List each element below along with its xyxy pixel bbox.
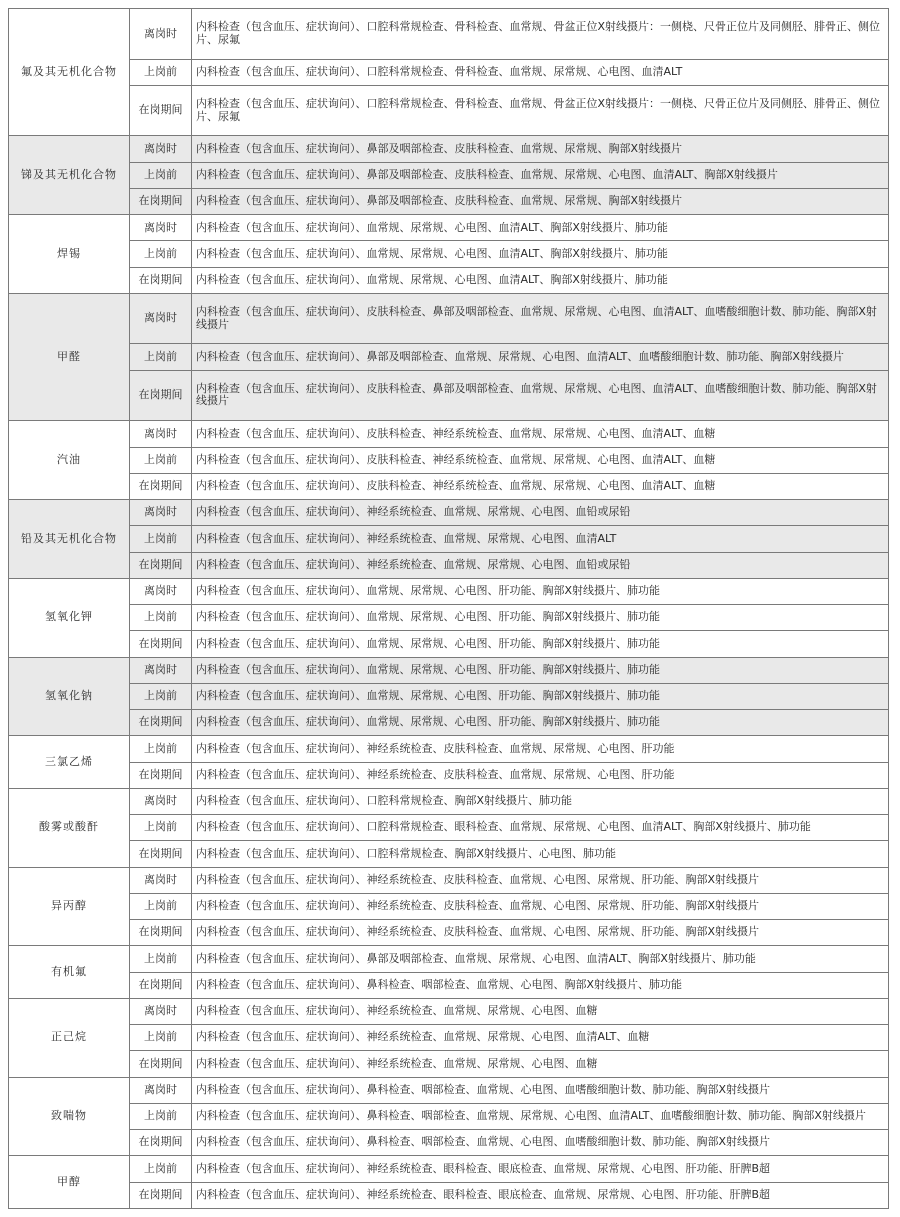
- exam-period-cell: 在岗期间: [130, 631, 192, 657]
- table-row: [9, 578, 889, 604]
- exam-period-cell: 在岗期间: [130, 762, 192, 788]
- exam-items-cell: 内科检查（包含血压、症状询问）、口腔科常规检查、眼科检查、血常规、尿常规、心电图、血清ALT、胸部X射线摄片、肺功能: [192, 815, 889, 841]
- table-row: [9, 867, 889, 893]
- exam-period-cell: 上岗前: [130, 344, 192, 370]
- table-row: [9, 85, 889, 136]
- hazard-agent-cell: 异丙醇: [9, 867, 130, 946]
- exam-period-cell: 离岗时: [130, 998, 192, 1024]
- table-row: [9, 370, 889, 421]
- exam-period-cell: 上岗前: [130, 241, 192, 267]
- table-row: [9, 1182, 889, 1209]
- exam-period-cell: 上岗前: [130, 736, 192, 762]
- exam-items-cell: 内科检查（包含血压、症状询问）、神经系统检查、血常规、尿常规、心电图、血铅或尿铅: [192, 500, 889, 526]
- exam-period-cell: 在岗期间: [130, 1051, 192, 1077]
- exam-period-cell: 离岗时: [130, 1077, 192, 1103]
- exam-period-cell: 在岗期间: [130, 552, 192, 578]
- table-row: [9, 631, 889, 657]
- exam-items-cell: 内科检查（包含血压、症状询问）、血常规、尿常规、心电图、肝功能、胸部X射线摄片、肺功能: [192, 710, 889, 736]
- table-row: [9, 1077, 889, 1103]
- exam-period-cell: 上岗前: [130, 1103, 192, 1129]
- exam-period-cell: 离岗时: [130, 136, 192, 162]
- exam-period-cell: 离岗时: [130, 500, 192, 526]
- table-row: [9, 736, 889, 762]
- table-row: [9, 500, 889, 526]
- exam-items-cell: 内科检查（包含血压、症状询问）、皮肤科检查、鼻部及咽部检查、血常规、尿常规、心电图、血清ALT、血嗜酸细胞计数、肺功能、胸部X射线摄片: [192, 370, 889, 421]
- table-row: [9, 293, 889, 344]
- table-row: [9, 893, 889, 919]
- hazard-agent-cell: 铅及其无机化合物: [9, 500, 130, 579]
- table-row: [9, 59, 889, 85]
- exam-items-cell: 内科检查（包含血压、症状询问）、神经系统检查、血常规、尿常规、心电图、血铅或尿铅: [192, 552, 889, 578]
- hazard-agent-cell: 焊锡: [9, 215, 130, 294]
- exam-period-cell: 上岗前: [130, 526, 192, 552]
- hazard-agent-cell: 致喘物: [9, 1077, 130, 1156]
- table-row: [9, 136, 889, 162]
- exam-period-cell: 在岗期间: [130, 1182, 192, 1209]
- table-row: [9, 972, 889, 998]
- exam-items-cell: 内科检查（包含血压、症状询问）、神经系统检查、皮肤科检查、血常规、心电图、尿常规、肝功能、胸部X射线摄片: [192, 920, 889, 946]
- exam-period-cell: 在岗期间: [130, 267, 192, 293]
- table-row: [9, 215, 889, 241]
- table-row: [9, 162, 889, 188]
- table-row: [9, 946, 889, 972]
- hazard-agent-cell: 有机氟: [9, 946, 130, 999]
- exam-period-cell: 离岗时: [130, 215, 192, 241]
- exam-items-cell: 内科检查（包含血压、症状询问）、神经系统检查、血常规、尿常规、心电图、血糖: [192, 998, 889, 1024]
- table-row: [9, 683, 889, 709]
- exam-items-table-body: [9, 9, 889, 1209]
- exam-items-cell: 内科检查（包含血压、症状询问）、皮肤科检查、鼻部及咽部检查、血常规、尿常规、心电图、血清ALT、血嗜酸细胞计数、肺功能、胸部X射线摄片: [192, 293, 889, 344]
- hazard-agent-cell: 正己烷: [9, 998, 130, 1077]
- exam-items-cell: 内科检查（包含血压、症状询问）、口腔科常规检查、骨科检查、血常规、骨盆正位X射线摄片：一侧桡、尺骨正位片及同侧胫、腓骨正、侧位片、尿氟: [192, 9, 889, 60]
- exam-items-cell: 内科检查（包含血压、症状询问）、口腔科常规检查、骨科检查、血常规、尿常规、心电图、血清ALT: [192, 59, 889, 85]
- exam-items-cell: 内科检查（包含血压、症状询问）、鼻部及咽部检查、皮肤科检查、血常规、尿常规、胸部X射线摄片: [192, 136, 889, 162]
- hazard-agent-cell: 锑及其无机化合物: [9, 136, 130, 215]
- hazard-agent-cell: 酸雾或酸酐: [9, 788, 130, 867]
- table-row: [9, 9, 889, 60]
- table-row: [9, 447, 889, 473]
- table-row: [9, 605, 889, 631]
- table-row: [9, 188, 889, 214]
- exam-items-cell: 内科检查（包含血压、症状询问）、鼻部及咽部检查、血常规、尿常规、心电图、血清ALT、血嗜酸细胞计数、肺功能、胸部X射线摄片: [192, 344, 889, 370]
- table-row: [9, 1130, 889, 1156]
- hazard-agent-cell: 甲醛: [9, 293, 130, 420]
- exam-period-cell: 上岗前: [130, 59, 192, 85]
- exam-items-cell: 内科检查（包含血压、症状询问）、神经系统检查、眼科检查、眼底检查、血常规、尿常规、心电图、肝功能、肝脾B超: [192, 1156, 889, 1182]
- table-row: [9, 1103, 889, 1129]
- exam-period-cell: 离岗时: [130, 657, 192, 683]
- table-row: [9, 526, 889, 552]
- table-row: [9, 1025, 889, 1051]
- exam-period-cell: 上岗前: [130, 683, 192, 709]
- exam-items-cell: 内科检查（包含血压、症状询问）、口腔科常规检查、骨科检查、血常规、骨盆正位X射线摄片：一侧桡、尺骨正位片及同侧胫、腓骨正、侧位片、尿氟: [192, 85, 889, 136]
- exam-items-cell: 内科检查（包含血压、症状询问）、神经系统检查、血常规、尿常规、心电图、血清ALT、血糖: [192, 1025, 889, 1051]
- exam-period-cell: 上岗前: [130, 1156, 192, 1182]
- table-row: [9, 344, 889, 370]
- table-row: [9, 267, 889, 293]
- exam-items-cell: 内科检查（包含血压、症状询问）、鼻科检查、咽部检查、血常规、尿常规、心电图、血清ALT、血嗜酸细胞计数、肺功能、胸部X射线摄片: [192, 1103, 889, 1129]
- exam-period-cell: 离岗时: [130, 578, 192, 604]
- table-row: [9, 815, 889, 841]
- exam-items-cell: 内科检查（包含血压、症状询问）、血常规、尿常规、心电图、肝功能、胸部X射线摄片、肺功能: [192, 683, 889, 709]
- table-row: [9, 657, 889, 683]
- exam-period-cell: 离岗时: [130, 9, 192, 60]
- exam-items-cell: 内科检查（包含血压、症状询问）、皮肤科检查、神经系统检查、血常规、尿常规、心电图、血清ALT、血糖: [192, 473, 889, 499]
- exam-period-cell: 离岗时: [130, 788, 192, 814]
- exam-items-cell: 内科检查（包含血压、症状询问）、神经系统检查、血常规、尿常规、心电图、血清ALT: [192, 526, 889, 552]
- exam-period-cell: 在岗期间: [130, 473, 192, 499]
- table-row: [9, 920, 889, 946]
- exam-items-cell: 内科检查（包含血压、症状询问）、皮肤科检查、神经系统检查、血常规、尿常规、心电图、血清ALT、血糖: [192, 421, 889, 447]
- exam-items-cell: 内科检查（包含血压、症状询问）、鼻科检查、咽部检查、血常规、心电图、胸部X射线摄片、肺功能: [192, 972, 889, 998]
- exam-items-cell: 内科检查（包含血压、症状询问）、鼻科检查、咽部检查、血常规、心电图、血嗜酸细胞计数、肺功能、胸部X射线摄片: [192, 1077, 889, 1103]
- exam-period-cell: 上岗前: [130, 1025, 192, 1051]
- hazard-agent-cell: 氟及其无机化合物: [9, 9, 130, 136]
- hazard-agent-cell: 三氯乙烯: [9, 736, 130, 789]
- exam-period-cell: 在岗期间: [130, 841, 192, 867]
- hazard-agent-cell: 汽油: [9, 421, 130, 500]
- table-row: [9, 421, 889, 447]
- exam-items-cell: 内科检查（包含血压、症状询问）、血常规、尿常规、心电图、血清ALT、胸部X射线摄片、肺功能: [192, 241, 889, 267]
- table-row: [9, 473, 889, 499]
- table-row: [9, 241, 889, 267]
- exam-items-cell: 内科检查（包含血压、症状询问）、鼻科检查、咽部检查、血常规、心电图、血嗜酸细胞计数、肺功能、胸部X射线摄片: [192, 1130, 889, 1156]
- exam-period-cell: 上岗前: [130, 605, 192, 631]
- exam-items-cell: 内科检查（包含血压、症状询问）、血常规、尿常规、心电图、肝功能、胸部X射线摄片、肺功能: [192, 657, 889, 683]
- table-row: [9, 998, 889, 1024]
- table-row: [9, 710, 889, 736]
- table-row: [9, 788, 889, 814]
- exam-period-cell: 上岗前: [130, 162, 192, 188]
- exam-period-cell: 在岗期间: [130, 710, 192, 736]
- exam-items-cell: 内科检查（包含血压、症状询问）、口腔科常规检查、胸部X射线摄片、肺功能: [192, 788, 889, 814]
- table-row: [9, 552, 889, 578]
- table-row: [9, 1051, 889, 1077]
- exam-period-cell: 在岗期间: [130, 370, 192, 421]
- exam-items-cell: 内科检查（包含血压、症状询问）、血常规、尿常规、心电图、肝功能、胸部X射线摄片、肺功能: [192, 578, 889, 604]
- hazard-agent-cell: 氢氧化钾: [9, 578, 130, 657]
- exam-period-cell: 离岗时: [130, 867, 192, 893]
- exam-period-cell: 在岗期间: [130, 1130, 192, 1156]
- exam-period-cell: 在岗期间: [130, 188, 192, 214]
- exam-period-cell: 在岗期间: [130, 972, 192, 998]
- exam-items-cell: 内科检查（包含血压、症状询问）、皮肤科检查、神经系统检查、血常规、尿常规、心电图、血清ALT、血糖: [192, 447, 889, 473]
- exam-period-cell: 上岗前: [130, 815, 192, 841]
- exam-period-cell: 上岗前: [130, 946, 192, 972]
- exam-items-cell: 内科检查（包含血压、症状询问）、血常规、尿常规、心电图、血清ALT、胸部X射线摄片、肺功能: [192, 215, 889, 241]
- exam-items-cell: 内科检查（包含血压、症状询问）、神经系统检查、血常规、尿常规、心电图、血糖: [192, 1051, 889, 1077]
- exam-items-cell: 内科检查（包含血压、症状询问）、神经系统检查、眼科检查、眼底检查、血常规、尿常规、心电图、肝功能、肝脾B超: [192, 1182, 889, 1209]
- table-row: [9, 1156, 889, 1182]
- exam-period-cell: 上岗前: [130, 893, 192, 919]
- exam-items-cell: 内科检查（包含血压、症状询问）、鼻部及咽部检查、皮肤科检查、血常规、尿常规、心电图、血清ALT、胸部X射线摄片: [192, 162, 889, 188]
- hazard-agent-cell: 氢氧化钠: [9, 657, 130, 736]
- exam-items-table: [8, 8, 889, 1209]
- exam-items-cell: 内科检查（包含血压、症状询问）、鼻部及咽部检查、皮肤科检查、血常规、尿常规、胸部X射线摄片: [192, 188, 889, 214]
- exam-period-cell: 上岗前: [130, 447, 192, 473]
- exam-items-cell: 内科检查（包含血压、症状询问）、神经系统检查、皮肤科检查、血常规、心电图、尿常规、肝功能、胸部X射线摄片: [192, 893, 889, 919]
- exam-items-cell: 内科检查（包含血压、症状询问）、口腔科常规检查、胸部X射线摄片、心电图、肺功能: [192, 841, 889, 867]
- exam-items-cell: 内科检查（包含血压、症状询问）、血常规、尿常规、心电图、血清ALT、胸部X射线摄片、肺功能: [192, 267, 889, 293]
- exam-items-cell: 内科检查（包含血压、症状询问）、血常规、尿常规、心电图、肝功能、胸部X射线摄片、肺功能: [192, 605, 889, 631]
- table-row: [9, 841, 889, 867]
- hazard-agent-cell: 甲醇: [9, 1156, 130, 1209]
- exam-items-cell: 内科检查（包含血压、症状询问）、鼻部及咽部检查、血常规、尿常规、心电图、血清ALT、胸部X射线摄片、肺功能: [192, 946, 889, 972]
- exam-period-cell: 在岗期间: [130, 920, 192, 946]
- exam-period-cell: 离岗时: [130, 421, 192, 447]
- exam-period-cell: 离岗时: [130, 293, 192, 344]
- exam-items-cell: 内科检查（包含血压、症状询问）、神经系统检查、皮肤科检查、血常规、尿常规、心电图、肝功能: [192, 736, 889, 762]
- exam-period-cell: 在岗期间: [130, 85, 192, 136]
- table-row: [9, 762, 889, 788]
- exam-items-cell: 内科检查（包含血压、症状询问）、神经系统检查、皮肤科检查、血常规、心电图、尿常规、肝功能、胸部X射线摄片: [192, 867, 889, 893]
- exam-items-cell: 内科检查（包含血压、症状询问）、神经系统检查、皮肤科检查、血常规、尿常规、心电图、肝功能: [192, 762, 889, 788]
- exam-items-cell: 内科检查（包含血压、症状询问）、血常规、尿常规、心电图、肝功能、胸部X射线摄片、肺功能: [192, 631, 889, 657]
